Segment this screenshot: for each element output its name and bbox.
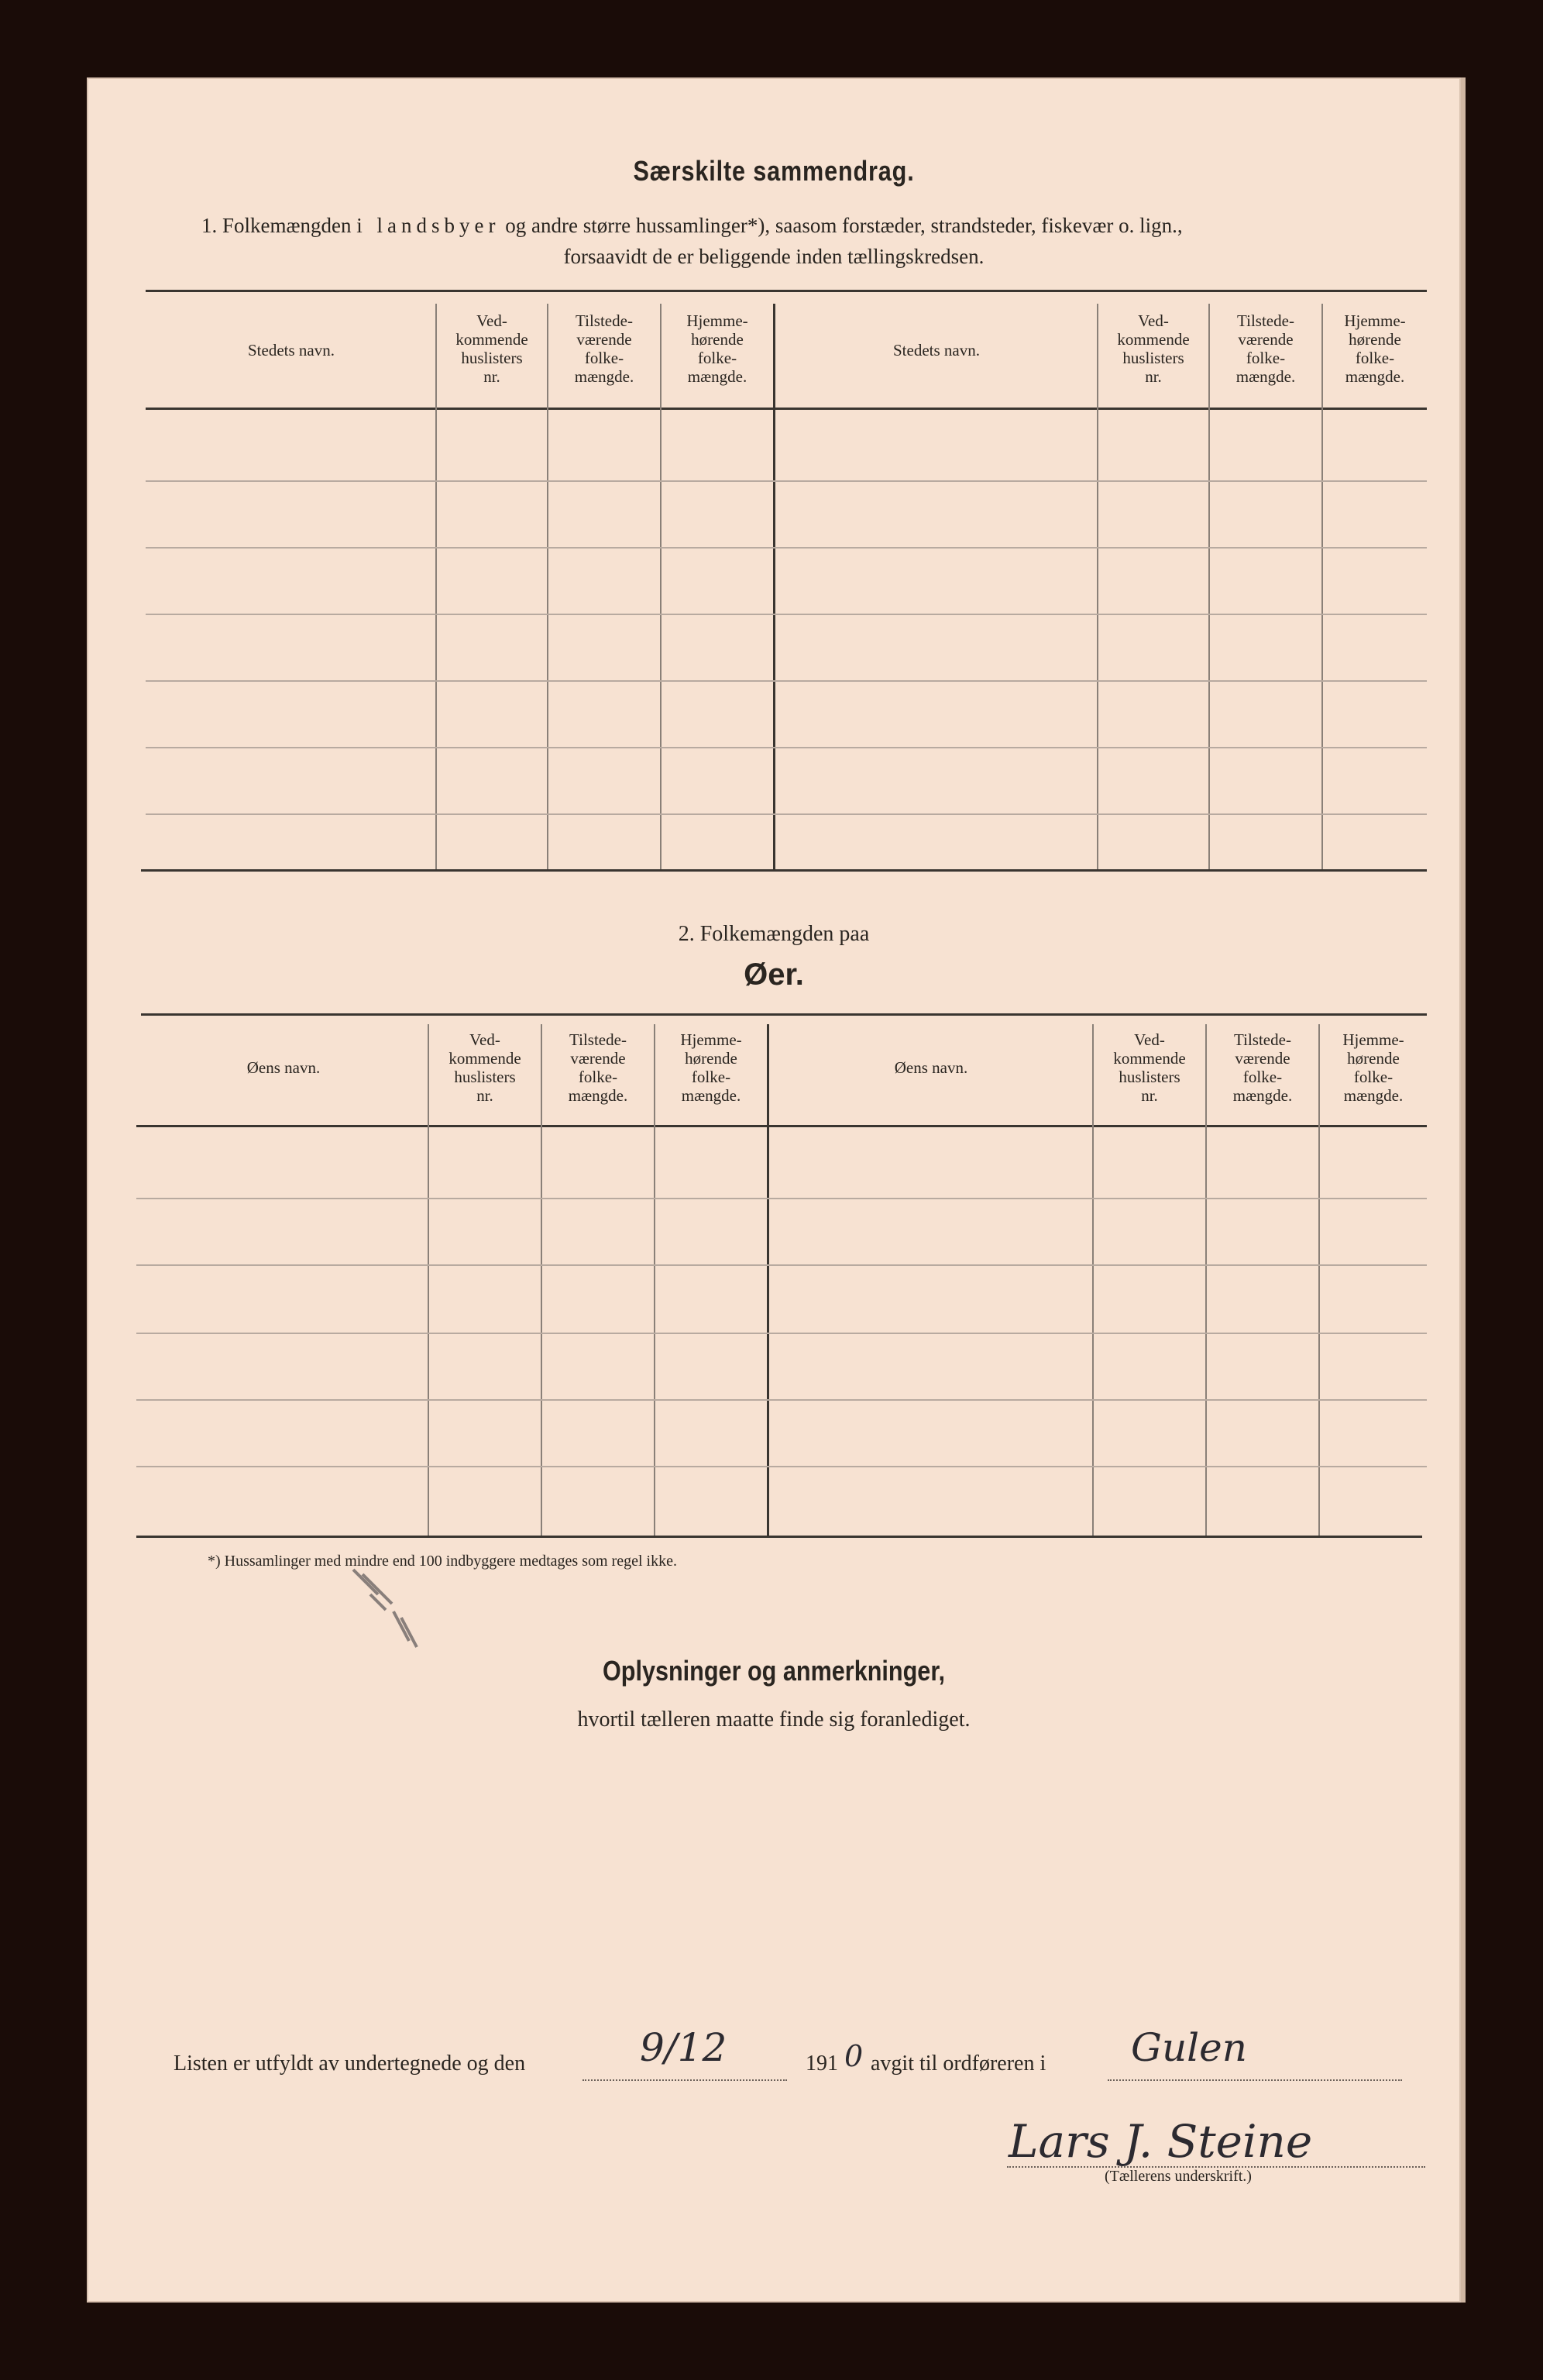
signature-caption: (Tællerens underskrift.)	[1105, 2168, 1252, 2185]
table1-header-hjemme-right: Hjemme- hørende folke- mængde.	[1344, 311, 1406, 386]
section2-heading: 2. Folkemængden paa	[678, 922, 870, 946]
table2-row-line	[136, 1198, 1427, 1199]
table2-col-divider	[1205, 1024, 1207, 1536]
place-handwritten: Gulen	[1131, 2025, 1247, 2070]
table1-row-line	[146, 480, 1427, 482]
paper-edge	[1461, 77, 1466, 2303]
table2-row-line	[136, 1399, 1427, 1401]
table2-col-divider	[541, 1024, 542, 1536]
table2-row-line	[136, 1333, 1427, 1334]
table2-center-divider	[767, 1024, 769, 1536]
table2-header-rule	[136, 1125, 1427, 1127]
table2-header-oens-navn-left: Øens navn.	[246, 1058, 321, 1077]
table1-center-divider	[773, 304, 775, 869]
ink-smudge-mark	[347, 1563, 432, 1649]
table2-col-divider	[1092, 1024, 1094, 1536]
section1-intro	[201, 214, 1183, 238]
place-underline	[1108, 2079, 1402, 2081]
table2-header-huslister-left: Ved- kommende huslisters nr.	[448, 1030, 521, 1105]
table1-top-rule	[146, 290, 1427, 292]
table1-header-stedets-navn-left: Stedets navn.	[248, 341, 335, 359]
section2-title: Øer.	[744, 958, 804, 992]
section1-number: 1.	[201, 214, 218, 237]
table1-header-huslister-right: Ved- kommende huslisters nr.	[1117, 311, 1190, 386]
table1-col-divider	[660, 304, 662, 869]
table1-col-divider	[435, 304, 437, 869]
footnote: *) Hussamlinger med mindre end 100 indbyggere medtages som regel ikke.	[208, 1553, 677, 1570]
table1-col-divider	[547, 304, 548, 869]
table1-header-rule	[146, 408, 1427, 410]
date-handwritten: 9/12	[640, 2025, 727, 2070]
table2-row-line	[136, 1466, 1427, 1467]
table1-row-line	[146, 547, 1427, 549]
section1-text-spaced: i landsbyer	[356, 214, 500, 237]
remarks-title: Oplysninger og anmerkninger,	[602, 1655, 946, 1687]
table2-header-tilstede-left: Tilstede- værende folke- mængde.	[568, 1030, 628, 1105]
year-handwritten: 0	[844, 2039, 864, 2073]
table2-col-divider	[428, 1024, 429, 1536]
table2-row-line	[136, 1264, 1427, 1266]
table1-header-tilstede-right: Tilstede- værende folke- mængde.	[1235, 311, 1296, 386]
signature-line	[174, 2052, 525, 2076]
section1-intro-line2: forsaavidt de er beliggende inden tællingskredsen.	[563, 245, 985, 268]
page-title: Særskilte sammendrag.	[633, 155, 915, 187]
table1-bottom-rule	[141, 869, 1427, 872]
signature-text-b: avgit til ordføreren i	[871, 2052, 1046, 2076]
table1-row-line	[146, 614, 1427, 615]
section1-text-b: og andre større hussamlinger*), saasom forstæder, strandsteder, fiskevær o. lign.,	[505, 214, 1183, 237]
table2-header-hjemme-right: Hjemme- hørende folke- mængde.	[1342, 1030, 1404, 1105]
signature-text-a: Listen er utfyldt av undertegnede og den	[174, 2052, 526, 2076]
table2-header-oens-navn-right: Øens navn.	[894, 1058, 968, 1077]
year-printed: 191	[806, 2052, 838, 2076]
table1-row-line	[146, 680, 1427, 682]
table1-col-divider	[1321, 304, 1323, 869]
table2-header-huslister-right: Ved- kommende huslisters nr.	[1113, 1030, 1186, 1105]
counter-signature: Lars J. Steine	[1009, 2115, 1313, 2168]
remarks-subtitle: hvortil tælleren maatte finde sig foranlediget.	[577, 1708, 971, 1732]
table1-row-line	[146, 813, 1427, 815]
section1-text-a: Folkemængden	[222, 214, 352, 237]
table1-col-divider	[1097, 304, 1098, 869]
table2-top-rule	[141, 1013, 1427, 1016]
table1-header-stedets-navn-right: Stedets navn.	[893, 341, 980, 359]
table2-header-hjemme-left: Hjemme- hørende folke- mængde.	[680, 1030, 742, 1105]
table1-header-huslister-left: Ved- kommende huslisters nr.	[455, 311, 528, 386]
table2-col-divider	[1318, 1024, 1320, 1536]
table1-header-hjemme-left: Hjemme- hørende folke- mængde.	[686, 311, 748, 386]
table1-header-tilstede-left: Tilstede- værende folke- mængde.	[574, 311, 634, 386]
table1-row-line	[146, 747, 1427, 748]
table2-bottom-rule	[136, 1536, 1422, 1538]
table1-col-divider	[1208, 304, 1210, 869]
table2-header-tilstede-right: Tilstede- værende folke- mængde.	[1232, 1030, 1293, 1105]
date-underline	[582, 2079, 787, 2081]
table2-col-divider	[654, 1024, 655, 1536]
